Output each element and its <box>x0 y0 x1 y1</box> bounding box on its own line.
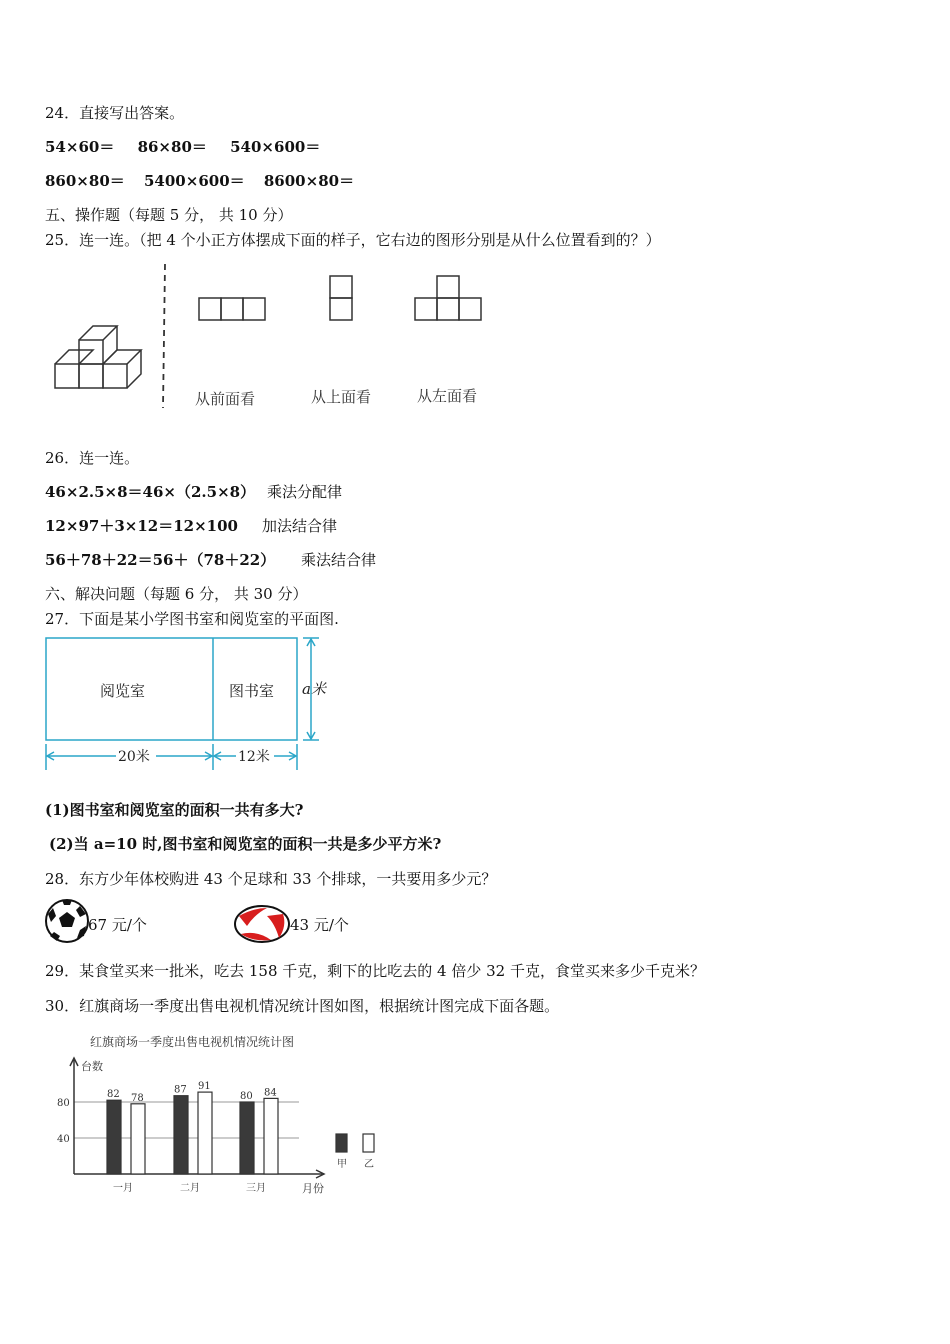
tv-sales-chart <box>45 1030 390 1200</box>
view-label-front: 从前面看 <box>195 390 256 408</box>
bar-乙 <box>131 1104 145 1174</box>
dashed-divider <box>163 264 165 408</box>
q27-floor-plan <box>40 632 340 774</box>
q24-expr: 5400×600＝ <box>144 172 245 190</box>
room-label-library: 图书室 <box>229 682 275 700</box>
bar-乙 <box>198 1092 212 1174</box>
q24-title: 24．直接写出答案。 <box>45 104 185 122</box>
front-view-drawing <box>199 298 265 320</box>
legend-swatch-甲 <box>336 1134 347 1152</box>
x-tick-label: 二月 <box>180 1183 200 1194</box>
x-tick-label: 三月 <box>246 1183 266 1194</box>
q29-title: 29．某食堂买来一批米，吃去 158 千克，剩下的比吃去的 4 倍少 32 千克，食堂买来多少千克米？ <box>45 962 705 980</box>
bar-value-label: 91 <box>198 1081 211 1093</box>
q30-title: 30．红旗商场一季度出售电视机情况统计图如图，根据统计图完成下面各题。 <box>45 997 560 1015</box>
y-tick-label: 40 <box>57 1134 70 1145</box>
q24-expr: 8600×80＝ <box>263 172 355 190</box>
q24-expr: 86×80＝ <box>137 138 207 156</box>
q24-row2 <box>45 170 354 191</box>
q27-sub1: (1)图书室和阅览室的面积一共有多大? <box>45 801 304 819</box>
q26-law: 乘法结合律 <box>301 551 377 569</box>
q26-title: 26．连一连。 <box>45 449 140 467</box>
bar-value-label: 84 <box>264 1087 277 1099</box>
bar-value-label: 80 <box>240 1091 253 1102</box>
left-view-drawing <box>415 276 481 320</box>
height-label: a米 <box>302 680 326 698</box>
bar-value-label: 82 <box>107 1089 120 1101</box>
volleyball-icon <box>233 904 291 944</box>
legend-label: 乙 <box>364 1159 374 1170</box>
football-price: 67 元/个 <box>88 916 147 934</box>
x-tick-label: 一月 <box>113 1183 133 1194</box>
legend-swatch-乙 <box>363 1134 374 1152</box>
y-tick-label: 80 <box>57 1098 70 1109</box>
q26-expression: 12×97＋3×12＝12×100 <box>45 517 238 535</box>
q26-expression: 56＋78＋22＝56＋（78＋22） <box>45 551 276 569</box>
chart-title: 红旗商场一季度出售电视机情况统计图 <box>90 1035 295 1049</box>
top-view-drawing <box>330 276 352 320</box>
q24-row1 <box>45 136 320 157</box>
legend-label: 甲 <box>337 1159 347 1170</box>
room-label-reading: 阅览室 <box>100 682 146 700</box>
bar-甲 <box>240 1102 254 1174</box>
width-label-2: 12米 <box>238 749 270 765</box>
section-6-heading: 六、解决问题（每题 6 分， 共 30 分） <box>45 585 308 603</box>
q26-expression: 46×2.5×8＝46×（2.5×8） <box>45 483 256 501</box>
cube-stack-drawing <box>55 326 141 388</box>
q26-row <box>45 515 338 536</box>
q24-expr: 54×60＝ <box>45 138 115 156</box>
q27-sub2: (2)当 a=10 时,图书室和阅览室的面积一共是多少平方米? <box>49 835 442 853</box>
x-axis-label: 月份 <box>302 1182 324 1195</box>
q25-title: 25．连一连。（把 4 个小正方体摆成下面的样子，它右边的图形分别是从什么位置看到的？） <box>45 231 661 249</box>
bar-value-label: 87 <box>174 1084 187 1096</box>
width-label-1: 20米 <box>118 749 150 765</box>
q26-row <box>45 481 343 502</box>
volleyball-price: 43 元/个 <box>290 916 349 934</box>
bar-甲 <box>174 1096 188 1174</box>
q26-row <box>45 549 377 570</box>
q26-law: 乘法分配律 <box>267 483 343 501</box>
section-5-heading: 五、操作题（每题 5 分， 共 10 分） <box>45 206 293 224</box>
q27-title: 27．下面是某小学图书室和阅览室的平面图. <box>45 610 339 628</box>
bar-乙 <box>264 1098 278 1174</box>
bar-甲 <box>107 1100 121 1174</box>
q24-expr: 860×80＝ <box>45 172 125 190</box>
q25-figure <box>45 258 505 416</box>
q24-expr: 540×600＝ <box>230 138 321 156</box>
bar-value-label: 78 <box>131 1092 144 1104</box>
view-label-top: 从上面看 <box>311 388 372 406</box>
q28-title: 28．东方少年体校购进 43 个足球和 33 个排球，一共要用多少元？ <box>45 870 497 888</box>
view-label-left: 从左面看 <box>417 387 478 405</box>
football-icon <box>44 898 90 944</box>
q26-law: 加法结合律 <box>262 517 338 535</box>
y-axis-label: 台数 <box>81 1060 103 1073</box>
